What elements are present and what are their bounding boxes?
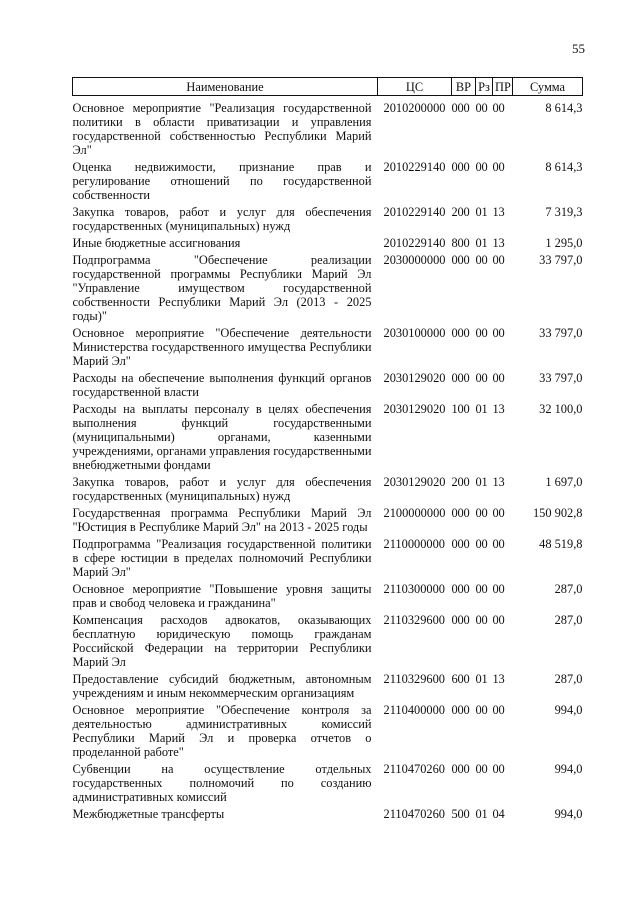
- row-vr: 500: [451, 807, 470, 821]
- row-code: 2010229140: [383, 205, 446, 219]
- table-row: [73, 159, 583, 204]
- row-name: Основное мероприятие "Реализация государственной политики в области приватизации и управления государственной собственностью Республики Марий Эл": [72, 101, 372, 157]
- row-sum: 287,0: [554, 672, 583, 686]
- budget-table: [72, 77, 583, 823]
- row-code: 2010200000: [383, 101, 446, 115]
- table-row: [73, 612, 583, 671]
- header-rz: Рз: [476, 78, 493, 96]
- row-sum: 32 100,0: [539, 402, 583, 416]
- row-sum: 994,0: [554, 703, 583, 717]
- row-code: 2030129020: [383, 402, 446, 416]
- row-code: 2110400000: [383, 703, 445, 717]
- row-pr: 13: [492, 672, 505, 686]
- row-rz: 01: [475, 475, 488, 489]
- row-name: Расходы на выплаты персоналу в целях обеспечения выполнения функций государственными (муниципальными) органами, казенными учреждениями, органами управления государственными внебюджетными фондами: [72, 402, 372, 472]
- row-name: Основное мероприятие "Обеспечение контроля за деятельностью административных комиссий Республики Марий Эл и проверка отчетов о проделанной работе": [72, 703, 372, 759]
- table-row: [73, 252, 583, 325]
- table-row: [73, 474, 583, 505]
- header-pr: ПР: [493, 78, 513, 96]
- row-pr: 00: [492, 371, 505, 385]
- row-pr: 13: [492, 236, 505, 250]
- row-rz: 00: [475, 101, 488, 115]
- row-rz: 01: [475, 807, 488, 821]
- row-vr: 800: [451, 236, 470, 250]
- row-name: Основное мероприятие "Обеспечение деятельности Министерства государственного имущества Республики Марий Эл": [72, 326, 372, 368]
- row-sum: 1 697,0: [545, 475, 583, 489]
- row-rz: 00: [475, 703, 488, 717]
- row-code: 2110300000: [383, 582, 445, 596]
- row-pr: 00: [492, 703, 505, 717]
- row-name: Оценка недвижимости, признание прав и регулирование отношений по государственной собственности: [72, 160, 372, 202]
- row-name: Основное мероприятие "Повышение уровня защиты прав и свобод человека и гражданина": [72, 582, 372, 610]
- row-vr: 000: [451, 371, 470, 385]
- table-header-row: [73, 78, 583, 96]
- row-name: Государственная программа Республики Марий Эл "Юстиция в Республике Марий Эл" на 2013 - 2025 годы: [72, 506, 372, 534]
- table-row: [73, 235, 583, 252]
- row-sum: 33 797,0: [539, 253, 583, 267]
- row-sum: 994,0: [554, 762, 583, 776]
- table-row: [73, 505, 583, 536]
- row-rz: 01: [475, 205, 488, 219]
- row-vr: 000: [451, 613, 470, 627]
- row-code: 2030100000: [383, 326, 446, 340]
- table-row: [73, 702, 583, 761]
- row-name: Иные бюджетные ассигнования: [72, 236, 241, 250]
- row-sum: 7 319,3: [545, 205, 583, 219]
- row-vr: 000: [451, 253, 470, 267]
- table-row: [73, 581, 583, 612]
- row-sum: 8 614,3: [545, 101, 583, 115]
- row-rz: 01: [475, 672, 488, 686]
- header-code: ЦС: [378, 78, 452, 96]
- row-sum: 33 797,0: [539, 371, 583, 385]
- row-sum: 48 519,8: [539, 537, 583, 551]
- row-pr: 04: [492, 807, 505, 821]
- row-name: Расходы на обеспечение выполнения функций органов государственной власти: [72, 371, 372, 399]
- row-sum: 287,0: [554, 582, 583, 596]
- row-pr: 00: [492, 101, 505, 115]
- header-vr: ВР: [452, 78, 476, 96]
- row-code: 2110329600: [383, 672, 445, 686]
- row-code: 2010229140: [383, 236, 446, 250]
- row-rz: 00: [475, 506, 488, 520]
- row-sum: 994,0: [554, 807, 583, 821]
- row-sum: 150 902,8: [532, 506, 583, 520]
- row-rz: 00: [475, 371, 488, 385]
- table-row: [73, 204, 583, 235]
- row-name: Закупка товаров, работ и услуг для обеспечения государственных (муниципальных) нужд: [72, 205, 372, 233]
- row-vr: 600: [451, 672, 470, 686]
- row-vr: 000: [451, 160, 470, 174]
- row-code: 2110000000: [383, 537, 445, 551]
- row-rz: 00: [475, 537, 488, 551]
- row-vr: 100: [451, 402, 470, 416]
- header-sum: Сумма: [513, 78, 583, 96]
- row-name: Закупка товаров, работ и услуг для обеспечения государственных (муниципальных) нужд: [72, 475, 372, 503]
- row-code: 2110329600: [383, 613, 445, 627]
- row-vr: 200: [451, 205, 470, 219]
- row-rz: 00: [475, 613, 488, 627]
- row-rz: 00: [475, 582, 488, 596]
- row-vr: 000: [451, 582, 470, 596]
- row-code: 2110470260: [383, 762, 445, 776]
- row-rz: 00: [475, 762, 488, 776]
- row-name: Предоставление субсидий бюджетным, автономным учреждениям и иным некоммерческим организациям: [72, 672, 372, 700]
- row-sum: 33 797,0: [539, 326, 583, 340]
- row-rz: 01: [475, 236, 488, 250]
- table-row: [73, 806, 583, 823]
- row-name: Компенсация расходов адвокатов, оказывающих бесплатную юридическую помощь гражданам Российской Федерации на территории Республики Марий Эл: [72, 613, 372, 669]
- row-vr: 200: [451, 475, 470, 489]
- row-code: 2030129020: [383, 475, 446, 489]
- table-row: [73, 325, 583, 370]
- table-row: [73, 536, 583, 581]
- row-rz: 00: [475, 253, 488, 267]
- row-name: Межбюджетные трансферты: [72, 807, 225, 821]
- row-pr: 00: [492, 253, 505, 267]
- row-vr: 000: [451, 537, 470, 551]
- row-pr: 13: [492, 475, 505, 489]
- table-row: [73, 761, 583, 806]
- table-row: [73, 96, 583, 160]
- row-name: Подпрограмма "Обеспечение реализации государственной программы Республики Марий Эл "Управление имуществом государственной собственности Республики Марий Эл (2013 - 2025 годы)": [72, 253, 372, 323]
- row-rz: 00: [475, 326, 488, 340]
- row-rz: 01: [475, 402, 488, 416]
- table-row: [73, 370, 583, 401]
- row-pr: 00: [492, 582, 505, 596]
- row-vr: 000: [451, 762, 470, 776]
- row-name: Подпрограмма "Реализация государственной политики в сфере юстиции в пределах полномочий Республики Марий Эл": [72, 537, 372, 579]
- header-name: Наименование: [73, 78, 378, 96]
- row-code: 2110470260: [383, 807, 445, 821]
- row-name: Субвенции на осуществление отдельных государственных полномочий по созданию административных комиссий: [72, 762, 372, 804]
- row-vr: 000: [451, 506, 470, 520]
- row-pr: 00: [492, 160, 505, 174]
- row-pr: 00: [492, 613, 505, 627]
- row-pr: 00: [492, 537, 505, 551]
- row-pr: 13: [492, 205, 505, 219]
- row-code: 2100000000: [383, 506, 446, 520]
- row-rz: 00: [475, 160, 488, 174]
- row-sum: 287,0: [554, 613, 583, 627]
- row-code: 2030000000: [383, 253, 446, 267]
- row-pr: 00: [492, 762, 505, 776]
- row-pr: 00: [492, 326, 505, 340]
- row-code: 2010229140: [383, 160, 446, 174]
- row-pr: 13: [492, 402, 505, 416]
- row-vr: 000: [451, 703, 470, 717]
- table-row: [73, 401, 583, 474]
- row-sum: 8 614,3: [545, 160, 583, 174]
- page-number: 55: [572, 41, 585, 56]
- row-pr: 00: [492, 506, 505, 520]
- table-row: [73, 671, 583, 702]
- row-vr: 000: [451, 326, 470, 340]
- row-vr: 000: [451, 101, 470, 115]
- row-code: 2030129020: [383, 371, 446, 385]
- row-sum: 1 295,0: [545, 236, 583, 250]
